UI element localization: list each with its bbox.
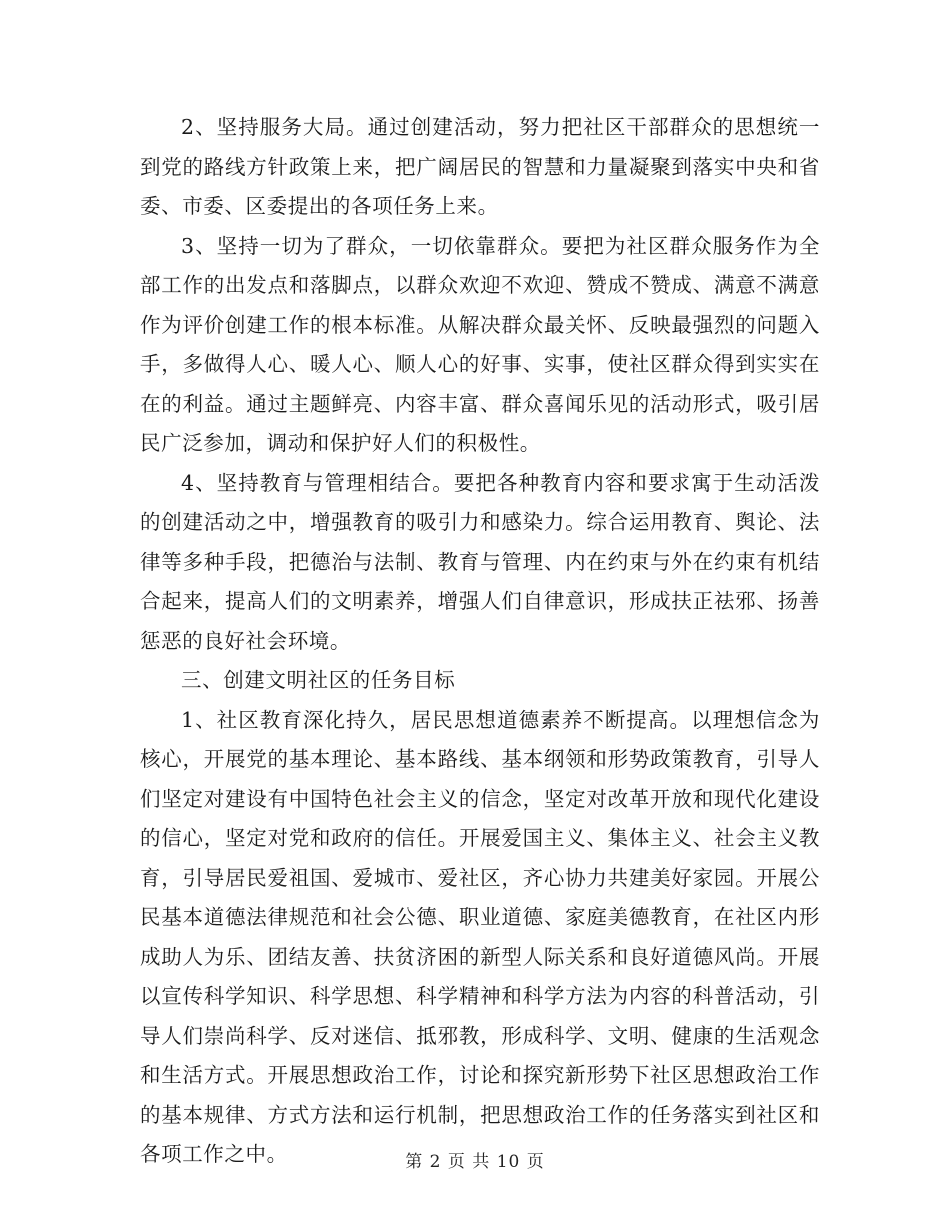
- section-heading-3: 三、创建文明社区的任务目标: [181, 668, 456, 692]
- paragraph-principle-4: 4、坚持教育与管理相结合。要把各种教育内容和要求寓于生动活泼的创建活动之中，增强教育的吸引力和感染力。综合运用教育、舆论、法律等多种手段，把德治与法制、教育与管理、内在约束与外在约束有机结合起来，提高人们的文明素养，增强人们自律意识，形成扶正祛邪、扬善惩恶的良好社会环境。: [140, 470, 820, 653]
- page-number-footer: 第 2 页 共 10 页: [405, 1152, 545, 1172]
- paragraph-principle-2: 2、坚持服务大局。通过创建活动，努力把社区干部群众的思想统一到党的路线方针政策上来，把广阔居民的智慧和力量凝聚到落实中央和省委、市委、区委提出的各项任务上来。: [140, 115, 820, 218]
- paragraph-principle-3: 3、坚持一切为了群众，一切依靠群众。要把为社区群众服务作为全部工作的出发点和落脚点，以群众欢迎不欢迎、赞成不赞成、满意不满意作为评价创建工作的根本标准。从解决群众最关怀、反映最强烈的问题入手，多做得人心、暖人心、顺人心的好事、实事，使社区群众得到实实在在的利益。通过主题鲜亮、内容丰富、群众喜闻乐见的活动形式，吸引居民广泛参加，调动和保护好人们的积极性。: [140, 233, 820, 455]
- paragraph-goal-1: 1、社区教育深化持久，居民思想道德素养不断提高。以理想信念为核心，开展党的基本理论、基本路线、基本纲领和形势政策教育，引导人们坚定对建设有中国特色社会主义的信念，坚定对改革开放和现代化建设的信心，坚定对党和政府的信任。开展爱国主义、集体主义、社会主义教育，引导居民爱祖国、爱城市、爱社区，齐心协力共建美好家园。开展公民基本道德法律规范和社会公德、职业道德、家庭美德教育，在社区内形成助人为乐、团结友善、扶贫济困的新型人际关系和良好道德风尚。开展以宣传科学知识、科学思想、科学精神和科学方法为内容的科普活动，引导人们崇尚科学、反对迷信、抵邪教，形成科学、文明、健康的生活观念和生活方式。开展思想政治工作，讨论和探究新形势下社区思想政治工作的基本规律、方式方法和运行机制，把思想政治工作的任务落实到社区和各项工作之中。: [140, 707, 820, 1166]
- document-body: [140, 108, 820, 1175]
